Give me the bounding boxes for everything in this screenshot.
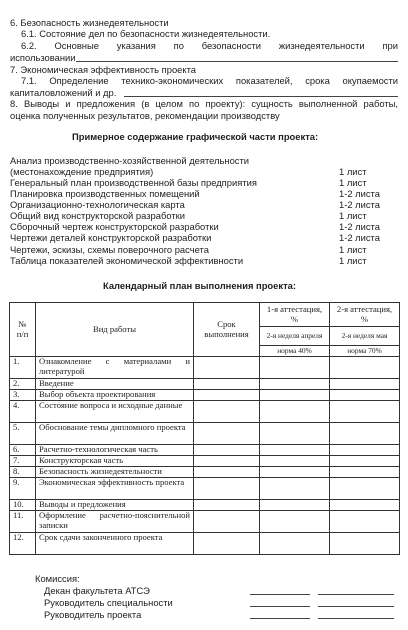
row-attestation-1-cell — [260, 379, 330, 390]
graphic-item-name: Планировка производственных помещений — [10, 188, 200, 199]
commission-member: Руководитель специальности — [44, 597, 173, 608]
row-work: Срок сдачи законченного проекта — [36, 533, 194, 555]
row-attestation-1-cell — [260, 401, 330, 423]
graphic-item-count: 1-2 листа — [339, 232, 380, 243]
column-header-work: Вид работы — [36, 303, 194, 357]
table-row — [10, 467, 400, 478]
row-term-cell — [194, 401, 260, 423]
graphic-part-heading: Примерное содержание графической части проекта: — [72, 131, 319, 142]
table-row — [10, 533, 400, 555]
row-attestation-1-cell — [260, 445, 330, 456]
row-term-cell — [194, 478, 260, 500]
row-attestation-2-cell — [330, 357, 400, 379]
row-term-cell — [194, 500, 260, 511]
graphic-item-count: 1 лист — [339, 255, 367, 266]
graphic-item-count: 1-2 листа — [339, 199, 380, 210]
row-number: 3. — [10, 390, 36, 401]
row-attestation-2-cell — [330, 467, 400, 478]
attestation-2-norm: норма 70% — [330, 346, 400, 357]
row-attestation-2-cell — [330, 478, 400, 500]
commission-member: Декан факультета АТСЭ — [44, 585, 150, 596]
row-attestation-1-cell — [260, 478, 330, 500]
row-work: Оформление расчетно-пояснительной записки — [36, 511, 194, 533]
table-row — [10, 456, 400, 467]
graphic-item-count: 1 лист — [339, 177, 367, 188]
section-7-1-line-1: 7.1. Определение технико-экономических показателей, срока окупаемости — [21, 75, 398, 86]
row-term-cell — [194, 445, 260, 456]
graphic-item-name: (местонахождение предприятия) — [10, 166, 154, 177]
row-number: 7. — [10, 456, 36, 467]
calendar-plan-heading: Календарный план выполнения проекта: — [103, 280, 296, 291]
section-7-title: 7. Экономическая эффективность проекта — [10, 64, 196, 75]
signature-line — [250, 618, 310, 619]
row-attestation-1-cell — [260, 500, 330, 511]
row-term-cell — [194, 379, 260, 390]
column-header-term: Срок выполнения — [194, 303, 260, 357]
row-work: Выбор объекта проектирования — [36, 390, 194, 401]
table-row — [10, 390, 400, 401]
row-work: Экономическая эффективность проекта — [36, 478, 194, 500]
row-work: Ознакомление с материалами и литературой — [36, 357, 194, 379]
section-6-2-line-1: 6.2. Основные указания по безопасности жизнедеятельности при — [21, 40, 398, 51]
attestation-2-week: 2-я неделя мая — [330, 327, 400, 346]
row-number: 2. — [10, 379, 36, 390]
row-attestation-2-cell — [330, 511, 400, 533]
row-attestation-2-cell — [330, 401, 400, 423]
row-work: Конструкторская часть — [36, 456, 194, 467]
graphic-item-count: 1 лист — [339, 210, 367, 221]
row-attestation-2-cell — [330, 390, 400, 401]
graphic-item-name: Организационно-технологическая карта — [10, 199, 185, 210]
column-header-attestation-2: 2-я аттестация, % — [330, 303, 400, 327]
calendar-plan-table — [9, 302, 400, 555]
row-attestation-1-cell — [260, 467, 330, 478]
row-work: Обоснование темы дипломного проекта — [36, 423, 194, 445]
row-number: 4. — [10, 401, 36, 423]
graphic-item-count: 1 лист — [339, 166, 367, 177]
row-attestation-2-cell — [330, 500, 400, 511]
row-attestation-1-cell — [260, 511, 330, 533]
row-term-cell — [194, 357, 260, 379]
column-header-attestation-1: 1-я аттестация, % — [260, 303, 330, 327]
table-row — [10, 445, 400, 456]
row-term-cell — [194, 390, 260, 401]
row-number: 10. — [10, 500, 36, 511]
signature-line — [318, 594, 394, 595]
row-attestation-2-cell — [330, 423, 400, 445]
table-row — [10, 511, 400, 533]
row-attestation-2-cell — [330, 379, 400, 390]
graphic-item-name: Чертежи деталей конструкторской разработки — [10, 232, 212, 243]
table-row — [10, 401, 400, 423]
section-6-title: 6. Безопасность жизнедеятельности — [10, 17, 169, 28]
row-work: Расчетно-технологическая часть — [36, 445, 194, 456]
graphic-item-count: 1-2 листа — [339, 221, 380, 232]
row-term-cell — [194, 456, 260, 467]
graphic-item-count: 1 лист — [339, 244, 367, 255]
signature-line — [318, 618, 394, 619]
table-row — [10, 423, 400, 445]
row-work: Выводы и предложения — [36, 500, 194, 511]
attestation-1-week: 2-я неделя апреля — [260, 327, 330, 346]
commission-member: Руководитель проекта — [44, 609, 142, 620]
fill-in-line — [124, 96, 398, 97]
graphic-item-name: Сборочный чертеж конструкторской разработки — [10, 221, 219, 232]
row-number: 9. — [10, 478, 36, 500]
section-7-1-line-2: капиталовложений и др. — [10, 87, 117, 98]
row-attestation-2-cell — [330, 533, 400, 555]
row-attestation-2-cell — [330, 445, 400, 456]
section-8-line-2: оценка полученных результатов, рекомендации производству — [10, 110, 280, 121]
row-attestation-1-cell — [260, 390, 330, 401]
attestation-1-norm: норма 40% — [260, 346, 330, 357]
row-number: 1. — [10, 357, 36, 379]
row-term-cell — [194, 511, 260, 533]
row-number: 6. — [10, 445, 36, 456]
table-row — [10, 478, 400, 500]
commission-title: Комиссия: — [35, 573, 80, 584]
signature-line — [318, 606, 394, 607]
section-6-1: 6.1. Состояние дел по безопасности жизнедеятельности. — [21, 28, 271, 39]
row-term-cell — [194, 423, 260, 445]
row-term-cell — [194, 533, 260, 555]
row-term-cell — [194, 467, 260, 478]
graphic-item-name: Генеральный план производственной базы предприятия — [10, 177, 257, 188]
graphic-item-name: Анализ производственно-хозяйственной деятельности — [10, 155, 250, 166]
row-attestation-1-cell — [260, 357, 330, 379]
table-row — [10, 379, 400, 390]
graphic-item-name: Таблица показателей экономической эффективности — [10, 255, 244, 266]
table-row — [10, 500, 400, 511]
column-header-number: № п/п — [10, 303, 36, 357]
row-work: Безопасность жизнедеятельности — [36, 467, 194, 478]
signature-line — [250, 594, 310, 595]
graphic-item-name: Чертежи, эскизы, схемы поверочного расчета — [10, 244, 209, 255]
row-work: Введение — [36, 379, 194, 390]
signature-line — [250, 606, 310, 607]
row-attestation-1-cell — [260, 456, 330, 467]
row-attestation-2-cell — [330, 456, 400, 467]
graphic-item-name: Общий вид конструкторской разработки — [10, 210, 185, 221]
section-8-line-1: 8. Выводы и предложения (в целом по проекту): сущность выполненной работы, — [10, 98, 398, 109]
row-work: Состояние вопроса и исходные данные — [36, 401, 194, 423]
row-number: 8. — [10, 467, 36, 478]
row-attestation-1-cell — [260, 533, 330, 555]
fill-in-line — [76, 61, 398, 62]
row-attestation-1-cell — [260, 423, 330, 445]
table-row — [10, 357, 400, 379]
graphic-item-count: 1-2 листа — [339, 188, 380, 199]
section-6-2-line-2: использовании — [10, 52, 76, 63]
row-number: 12. — [10, 533, 36, 555]
row-number: 11. — [10, 511, 36, 533]
row-number: 5. — [10, 423, 36, 445]
